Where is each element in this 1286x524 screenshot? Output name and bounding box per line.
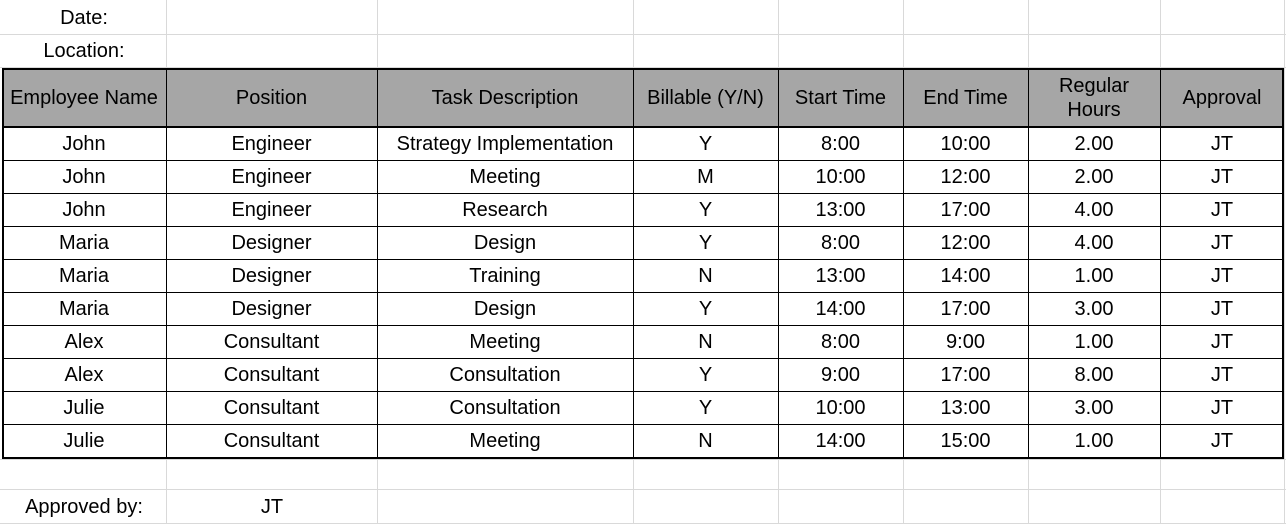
regular-hours-cell[interactable]: 3.00	[1074, 396, 1114, 419]
approval-cell[interactable]: JT	[1210, 198, 1234, 221]
start-time-cell[interactable]: 8:00	[821, 231, 860, 254]
regular-hours-cell[interactable]: 2.00	[1074, 132, 1114, 155]
billable-cell[interactable]: N	[698, 264, 713, 287]
grid-row-line	[0, 459, 1286, 460]
employee-name-cell[interactable]: John	[62, 132, 106, 155]
task-description-cell[interactable]: Design	[473, 231, 537, 254]
billable-cell[interactable]: Y	[698, 363, 713, 386]
position-cell[interactable]: Designer	[231, 264, 312, 287]
end-time-cell[interactable]: 9:00	[946, 330, 985, 353]
start-time-cell[interactable]: 8:00	[821, 330, 860, 353]
employee-name-cell[interactable]: Maria	[58, 231, 109, 254]
employee-name-cell[interactable]: Julie	[63, 396, 105, 419]
date-label: Date:	[60, 7, 108, 29]
regular-hours-cell[interactable]: 4.00	[1074, 198, 1114, 221]
billable-cell[interactable]: N	[698, 330, 713, 353]
end-time-cell[interactable]: 15:00	[940, 429, 991, 452]
end-time-cell[interactable]: 17:00	[940, 297, 991, 320]
header-employee-name: Employee Name	[10, 86, 158, 109]
regular-hours-cell[interactable]: 3.00	[1074, 297, 1114, 320]
start-time-cell[interactable]: 8:00	[821, 132, 860, 155]
billable-cell[interactable]: Y	[698, 132, 713, 155]
approved-by-value[interactable]: JT	[260, 495, 284, 518]
regular-hours-cell[interactable]: 1.00	[1074, 330, 1114, 353]
approval-cell[interactable]: JT	[1210, 231, 1234, 254]
regular-hours-cell[interactable]: 8.00	[1074, 363, 1114, 386]
start-time-cell[interactable]: 14:00	[815, 429, 866, 452]
approval-cell[interactable]: JT	[1210, 264, 1234, 287]
position-cell[interactable]: Consultant	[223, 396, 320, 419]
task-description-cell[interactable]: Meeting	[469, 330, 541, 353]
approval-cell[interactable]: JT	[1210, 429, 1234, 452]
position-cell[interactable]: Consultant	[223, 363, 320, 386]
date-value-cell[interactable]	[167, 2, 377, 34]
task-description-cell[interactable]: Consultation	[449, 396, 561, 419]
task-description-cell[interactable]: Strategy Implementation	[396, 132, 614, 155]
header-position: Position	[235, 86, 308, 109]
start-time-cell[interactable]: 13:00	[815, 264, 866, 287]
billable-cell[interactable]: Y	[698, 297, 713, 320]
task-description-cell[interactable]: Meeting	[469, 165, 541, 188]
end-time-cell[interactable]: 17:00	[940, 198, 991, 221]
approval-cell[interactable]: JT	[1210, 330, 1234, 353]
location-label: Location:	[43, 40, 125, 62]
employee-name-cell[interactable]: Maria	[58, 264, 109, 287]
grid-column-line	[1284, 0, 1285, 524]
position-cell[interactable]: Engineer	[231, 198, 312, 221]
position-cell[interactable]: Consultant	[223, 429, 320, 452]
header-billable: Billable (Y/N)	[647, 86, 764, 109]
end-time-cell[interactable]: 14:00	[940, 264, 991, 287]
position-cell[interactable]: Designer	[231, 231, 312, 254]
billable-cell[interactable]: N	[698, 429, 713, 452]
employee-name-cell[interactable]: John	[62, 198, 106, 221]
billable-cell[interactable]: Y	[698, 396, 713, 419]
start-time-cell[interactable]: 9:00	[821, 363, 860, 386]
regular-hours-cell[interactable]: 4.00	[1074, 231, 1114, 254]
header-start-time: Start Time	[794, 86, 887, 109]
end-time-cell[interactable]: 13:00	[940, 396, 991, 419]
header-end-time: End Time	[923, 86, 1008, 109]
task-description-cell[interactable]: Meeting	[469, 429, 541, 452]
approval-cell[interactable]: JT	[1210, 363, 1234, 386]
approval-cell[interactable]: JT	[1210, 297, 1234, 320]
position-cell[interactable]: Designer	[231, 297, 312, 320]
employee-name-cell[interactable]: Maria	[58, 297, 109, 320]
task-description-cell[interactable]: Design	[473, 297, 537, 320]
billable-cell[interactable]: M	[697, 165, 714, 188]
header-approval: Approval	[1182, 86, 1262, 109]
position-cell[interactable]: Consultant	[223, 330, 320, 353]
approved-by-label: Approved by:	[25, 495, 143, 518]
position-cell[interactable]: Engineer	[231, 165, 312, 188]
employee-name-cell[interactable]: Alex	[64, 330, 104, 353]
end-time-cell[interactable]: 12:00	[940, 231, 991, 254]
employee-name-cell[interactable]: John	[62, 165, 106, 188]
end-time-cell[interactable]: 10:00	[940, 132, 991, 155]
approval-cell[interactable]: JT	[1210, 165, 1234, 188]
task-description-cell[interactable]: Consultation	[449, 363, 561, 386]
employee-name-cell[interactable]: Alex	[64, 363, 104, 386]
task-description-cell[interactable]: Research	[462, 198, 548, 221]
start-time-cell[interactable]: 10:00	[815, 396, 866, 419]
position-cell[interactable]: Engineer	[231, 132, 312, 155]
table-border	[2, 68, 1284, 459]
end-time-cell[interactable]: 17:00	[940, 363, 991, 386]
start-time-cell[interactable]: 13:00	[815, 198, 866, 221]
approval-cell[interactable]: JT	[1210, 132, 1234, 155]
billable-cell[interactable]: Y	[698, 198, 713, 221]
regular-hours-cell[interactable]: 1.00	[1074, 429, 1114, 452]
start-time-cell[interactable]: 10:00	[815, 165, 866, 188]
regular-hours-cell[interactable]: 2.00	[1074, 165, 1114, 188]
billable-cell[interactable]: Y	[698, 231, 713, 254]
location-value-cell[interactable]	[167, 35, 377, 67]
header-task-description: Task Description	[431, 86, 579, 109]
end-time-cell[interactable]: 12:00	[940, 165, 991, 188]
task-description-cell[interactable]: Training	[469, 264, 541, 287]
approval-cell[interactable]: JT	[1210, 396, 1234, 419]
header-regular-hours: Regular Hours	[1058, 74, 1130, 121]
start-time-cell[interactable]: 14:00	[815, 297, 866, 320]
regular-hours-cell[interactable]: 1.00	[1074, 264, 1114, 287]
employee-name-cell[interactable]: Julie	[63, 429, 105, 452]
